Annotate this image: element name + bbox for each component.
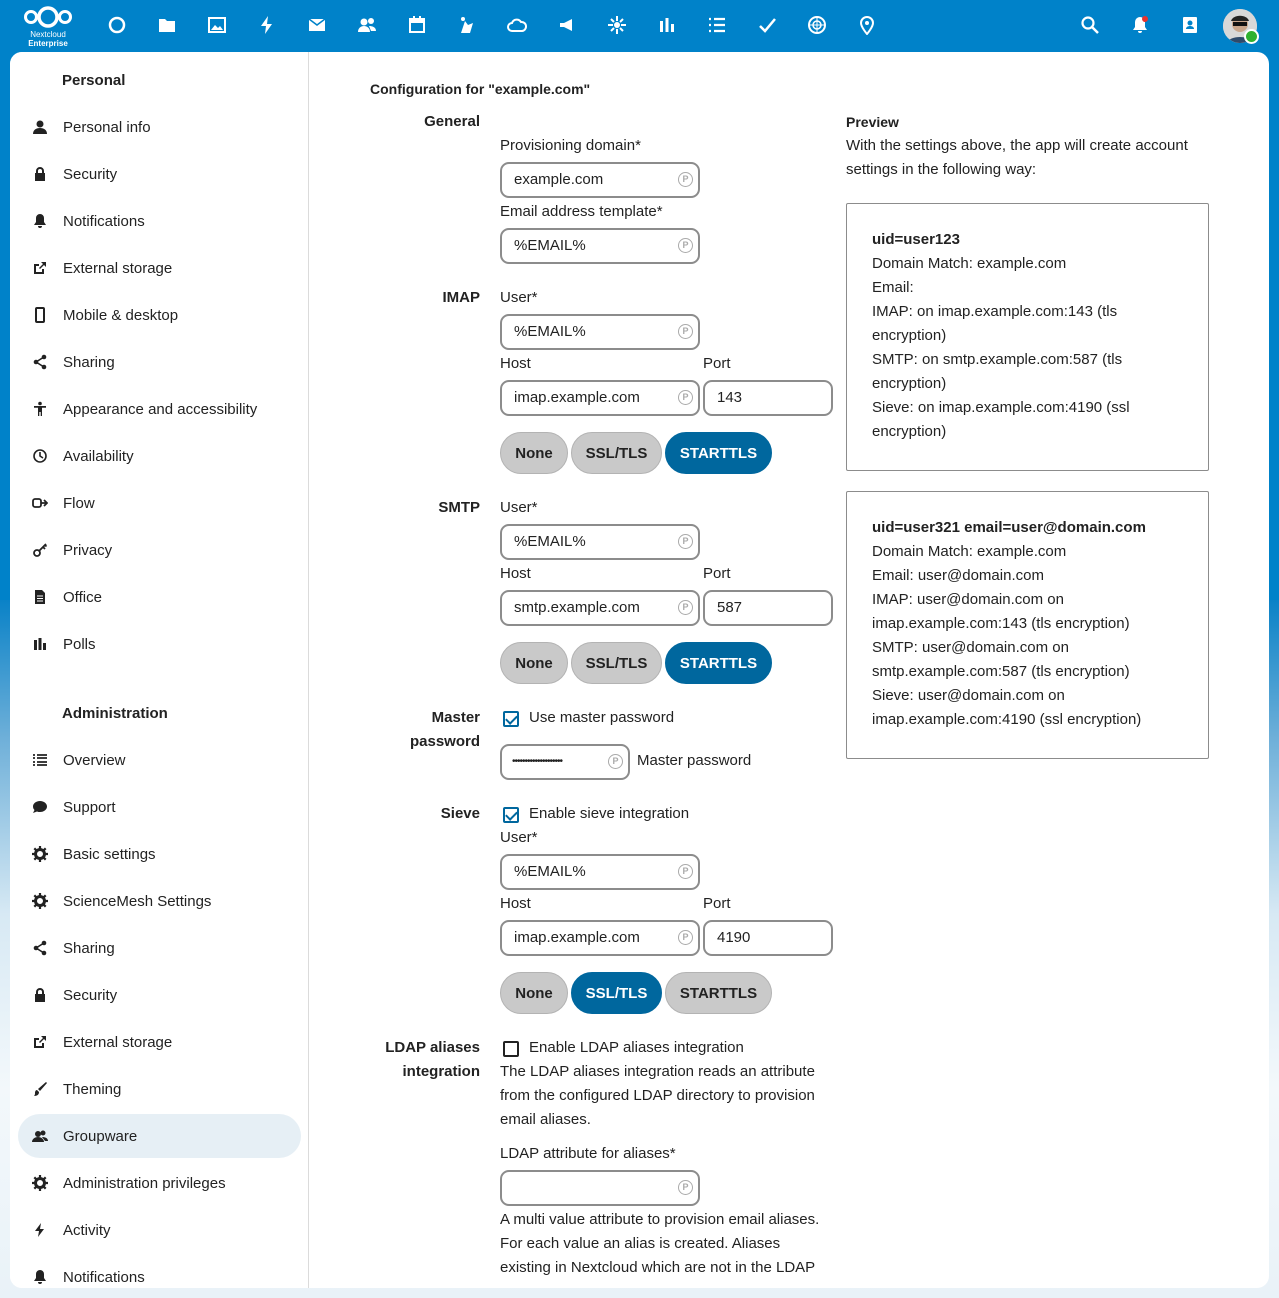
smtp-ssl-tls-button[interactable]: SSL/TLS: [571, 642, 662, 684]
sidebar-item-label: Overview: [63, 751, 126, 769]
announcements-icon[interactable]: [554, 12, 580, 38]
preview-line: IMAP: user@domain.com on: [872, 591, 1064, 608]
sidebar-item-label: Theming: [63, 1080, 122, 1098]
sidebar-item-label: Availability: [63, 447, 134, 465]
sidebar-item-label: Sharing: [63, 353, 115, 371]
imap-host-input[interactable]: [500, 380, 700, 416]
sidebar-item-sciencemesh-settings[interactable]: [18, 879, 301, 923]
general-label: General: [424, 113, 480, 130]
content-window: [10, 52, 1269, 1288]
sidebar-item-label: Personal info: [63, 118, 151, 136]
preview-line: Domain Match: example.com: [872, 255, 1067, 272]
enable-ldap-aliases-checkbox[interactable]: [503, 1041, 519, 1057]
sieve-port-label: Port: [703, 895, 731, 912]
preview-line: encryption): [872, 423, 947, 440]
imap-ssl-tls-button[interactable]: SSL/TLS: [571, 432, 662, 474]
master-password-label: [350, 706, 480, 754]
ldap-attribute-input[interactable]: [500, 1170, 700, 1206]
provisioning-domain-value: example.com: [514, 171, 604, 188]
flow-icon: [18, 481, 62, 525]
smtp-user-input[interactable]: [500, 524, 700, 560]
password-manager-icon: P: [678, 600, 693, 615]
mail-icon[interactable]: [304, 12, 330, 38]
preview-line: Sieve: user@domain.com on: [872, 687, 1065, 704]
smtp-label: SMTP: [438, 499, 480, 516]
sidebar-item-availability[interactable]: [18, 434, 301, 478]
sieve-port-value: 4190: [717, 929, 751, 946]
sidebar-item-office[interactable]: [18, 575, 301, 619]
preview-line: imap.example.com:143 (tls encryption): [872, 615, 1130, 632]
ldap-aliases-label: [350, 1036, 480, 1084]
checks-icon[interactable]: [754, 12, 780, 38]
password-manager-icon: P: [678, 864, 693, 879]
ldap-attribute-label: LDAP attribute for aliases*: [500, 1145, 676, 1162]
sidebar-item-label: Groupware: [63, 1127, 138, 1145]
smtp-user-label: User*: [500, 499, 538, 516]
sieve-user-value: %EMAIL%: [514, 863, 586, 880]
sidebar-item-personal-info[interactable]: [18, 105, 301, 149]
sidebar-item-label: External storage: [63, 259, 173, 277]
notification-badge: [1142, 16, 1148, 22]
imap-port-input[interactable]: [703, 380, 833, 416]
smtp-starttls-button[interactable]: STARTTLS: [665, 642, 772, 684]
preview-line: SMTP: on smtp.example.com:587 (tls: [872, 351, 1123, 368]
gear-icon: [18, 879, 62, 923]
smtp-port-label: Port: [703, 565, 731, 582]
sidebar-item-label: Mobile & desktop: [63, 306, 179, 324]
sidebar-item-privacy[interactable]: [18, 528, 301, 572]
master-password-mask: ••••••••••••••••••••: [512, 756, 563, 767]
personal-heading: Personal: [62, 72, 126, 89]
preview-line: Sieve: on imap.example.com:4190 (ssl: [872, 399, 1130, 416]
password-manager-icon: P: [678, 324, 693, 339]
sieve-host-value: imap.example.com: [514, 929, 640, 946]
imap-port-label: Port: [703, 355, 731, 372]
sidebar-item-label: Notifications: [63, 212, 145, 230]
smtp-host-input[interactable]: [500, 590, 700, 626]
sieve-none-button[interactable]: None: [500, 972, 568, 1014]
user-status-online: [1244, 29, 1259, 44]
ldap-aliases-description: [500, 1060, 840, 1132]
sieve-ssl-tls-button[interactable]: SSL/TLS: [571, 972, 662, 1014]
calendar-icon[interactable]: [404, 12, 430, 38]
sidebar-item-flow[interactable]: [18, 481, 301, 525]
share-icon: [18, 340, 62, 384]
sidebar-item-basic-settings[interactable]: [18, 832, 301, 876]
clock-icon: [18, 434, 62, 478]
sidebar-item-sharing[interactable]: [18, 340, 301, 384]
preview-intro-line2: settings in the following way:: [846, 161, 1037, 178]
sidebar-item-label: ScienceMesh Settings: [63, 892, 212, 910]
ldap-help-line: A multi value attribute to provision email aliases.: [500, 1211, 820, 1228]
password-manager-icon: P: [678, 1180, 693, 1195]
sidebar-item-label: External storage: [63, 1033, 173, 1051]
provisioning-domain-label: Provisioning domain*: [500, 137, 641, 154]
preview-line: Email: user@domain.com: [872, 567, 1044, 584]
ldap-help-line: existing in Nextcloud which are not in the LDAP: [500, 1259, 816, 1276]
sidebar-item-label: Privacy: [63, 541, 113, 559]
sidebar-item-label: Support: [63, 798, 116, 816]
preview-title: Preview: [846, 114, 899, 130]
email-template-value: %EMAIL%: [514, 237, 586, 254]
sieve-starttls-button[interactable]: STARTTLS: [665, 972, 772, 1014]
master-password-label-line2: password: [409, 733, 480, 750]
sciencemesh-icon[interactable]: [804, 12, 830, 38]
preview-line: SMTP: user@domain.com on: [872, 639, 1069, 656]
master-password-field-label: Master password: [637, 752, 752, 769]
ldap-desc-line: from the configured LDAP directory to provision: [500, 1087, 815, 1104]
sidebar-item-label: Security: [63, 165, 118, 183]
sidebar-item-mobile-desktop[interactable]: [18, 293, 301, 337]
master-password-input[interactable]: [500, 744, 630, 780]
sidebar-item-label: Appearance and accessibility: [63, 400, 258, 418]
sidebar-item-label: Flow: [63, 494, 95, 512]
administration-heading: Administration: [62, 705, 168, 722]
external-link-icon: [18, 1020, 62, 1064]
poll-icon: [18, 622, 62, 666]
sieve-user-label: User*: [500, 829, 538, 846]
imap-host-label: Host: [500, 355, 531, 372]
ldap-aliases-label-line2: integration: [402, 1063, 480, 1080]
lock-icon: [18, 973, 62, 1017]
sidebar-item-label: Office: [63, 588, 102, 606]
ldap-aliases-label-line1: LDAP aliases: [385, 1039, 480, 1056]
sidebar-item-label: Sharing: [63, 939, 115, 957]
smtp-port-input[interactable]: [703, 590, 833, 626]
notifications-icon[interactable]: [1127, 12, 1153, 38]
ldap-desc-line: email aliases.: [500, 1111, 591, 1128]
groupware-icon: [18, 1114, 62, 1158]
preview-box-user321: [846, 491, 1209, 759]
ldap-attribute-help: [500, 1208, 850, 1280]
imap-port-value: 143: [717, 389, 743, 406]
sidebar-item-admin-privileges[interactable]: [18, 1161, 301, 1205]
sidebar-item-polls[interactable]: [18, 622, 301, 666]
smtp-host-label: Host: [500, 565, 531, 582]
sidebar-item-label: Polls: [63, 635, 96, 653]
enable-ldap-aliases-label[interactable]: Enable LDAP aliases integration: [529, 1039, 744, 1056]
preview-line: encryption): [872, 327, 947, 344]
settings-sidebar: [10, 52, 309, 1288]
sidebar-item-support[interactable]: [18, 785, 301, 829]
photos-icon[interactable]: [204, 12, 230, 38]
sieve-label: Sieve: [440, 805, 480, 822]
email-template-label: Email address template*: [500, 203, 663, 220]
use-master-password-checkbox[interactable]: [503, 711, 519, 727]
sidebar-item-label: Activity: [63, 1221, 111, 1239]
cloud-icon[interactable]: [504, 12, 530, 38]
sieve-host-input[interactable]: [500, 920, 700, 956]
preview-box-user123: [846, 203, 1209, 471]
sidebar-item-label: Notifications: [63, 1268, 145, 1286]
files-icon[interactable]: [154, 12, 180, 38]
password-manager-icon: P: [678, 534, 693, 549]
lock-icon: [18, 152, 62, 196]
brand-name: Nextcloud: [30, 30, 66, 39]
tasks-icon[interactable]: [704, 12, 730, 38]
imap-user-value: %EMAIL%: [514, 323, 586, 340]
config-title: Configuration for "example.com": [370, 81, 591, 97]
smtp-none-button[interactable]: None: [500, 642, 568, 684]
imap-label: IMAP: [442, 289, 480, 306]
nextcloud-logo-icon: [22, 4, 74, 30]
nextcloud-logo[interactable]: [18, 4, 78, 48]
preview-intro-line1: With the settings above, the app will create account: [846, 137, 1188, 154]
phone-icon: [18, 293, 62, 337]
sidebar-item-activity[interactable]: [18, 1208, 301, 1252]
imap-user-input[interactable]: [500, 314, 700, 350]
sieve-port-input[interactable]: [703, 920, 833, 956]
sidebar-item-external-storage[interactable]: [18, 246, 301, 290]
share-icon: [18, 926, 62, 970]
document-icon: [18, 575, 62, 619]
master-password-label-line1: Master: [431, 709, 480, 726]
sidebar-item-admin-notifications[interactable]: [18, 1255, 301, 1288]
preview-line: encryption): [872, 375, 947, 392]
maps-icon[interactable]: [854, 12, 880, 38]
imap-host-value: imap.example.com: [514, 389, 640, 406]
password-manager-icon: P: [678, 172, 693, 187]
sidebar-item-notifications[interactable]: [18, 199, 301, 243]
dashboard-icon[interactable]: [104, 12, 130, 38]
brand-edition: Enterprise: [28, 39, 68, 48]
sidebar-item-groupware[interactable]: [18, 1114, 301, 1158]
email-template-input[interactable]: [500, 228, 700, 264]
list-icon: [18, 738, 62, 782]
top-bar: [0, 0, 1279, 52]
deck-icon[interactable]: [454, 12, 480, 38]
analytics-icon[interactable]: [654, 12, 680, 38]
bell-icon: [18, 1255, 62, 1288]
sidebar-item-theming[interactable]: [18, 1067, 301, 1111]
preview-line: Email:: [872, 279, 914, 296]
smtp-host-value: smtp.example.com: [514, 599, 640, 616]
password-manager-icon: P: [678, 930, 693, 945]
sieve-host-label: Host: [500, 895, 531, 912]
groupware-settings: [310, 52, 1269, 1288]
chat-icon: [18, 785, 62, 829]
gear-icon: [18, 832, 62, 876]
sidebar-item-label: Basic settings: [63, 845, 156, 863]
provisioning-domain-input[interactable]: [500, 162, 700, 198]
enable-sieve-checkbox[interactable]: [503, 807, 519, 823]
password-manager-icon: P: [608, 754, 623, 769]
preview-box-heading: uid=user123: [872, 231, 960, 248]
sidebar-item-label: Administration privileges: [63, 1174, 226, 1192]
preview-line: Domain Match: example.com: [872, 543, 1067, 560]
smtp-user-value: %EMAIL%: [514, 533, 586, 550]
bell-icon: [18, 199, 62, 243]
password-manager-icon: P: [678, 390, 693, 405]
external-link-icon: [18, 246, 62, 290]
activity-icon: [18, 1208, 62, 1252]
imap-user-label: User*: [500, 289, 538, 306]
use-master-password-label[interactable]: Use master password: [529, 709, 675, 726]
ldap-help-line: For each value an alias is created. Aliases: [500, 1235, 781, 1252]
sidebar-item-security[interactable]: [18, 152, 301, 196]
preview-line: imap.example.com:4190 (ssl encryption): [872, 711, 1142, 728]
key-icon: [18, 528, 62, 572]
sidebar-item-admin-external-storage[interactable]: [18, 1020, 301, 1064]
sidebar-item-label: Security: [63, 986, 118, 1004]
collectives-icon[interactable]: [604, 12, 630, 38]
sidebar-item-admin-sharing[interactable]: [18, 926, 301, 970]
ldap-desc-line: The LDAP aliases integration reads an attribute: [500, 1063, 815, 1080]
imap-none-button[interactable]: None: [500, 432, 568, 474]
sidebar-item-appearance[interactable]: [18, 387, 301, 431]
preview-intro: [846, 134, 1216, 182]
accessibility-icon: [18, 387, 62, 431]
smtp-port-value: 587: [717, 599, 743, 616]
gear-icon: [18, 1161, 62, 1205]
sieve-user-input[interactable]: [500, 854, 700, 890]
sidebar-item-overview[interactable]: [18, 738, 301, 782]
contacts-icon[interactable]: [354, 12, 380, 38]
activity-icon[interactable]: [254, 12, 280, 38]
preview-line: IMAP: on imap.example.com:143 (tls: [872, 303, 1118, 320]
sidebar-item-admin-security[interactable]: [18, 973, 301, 1017]
person-icon: [18, 105, 62, 149]
preview-line: smtp.example.com:587 (tls encryption): [872, 663, 1130, 680]
contacts-menu-icon[interactable]: [1177, 12, 1203, 38]
imap-starttls-button[interactable]: STARTTLS: [665, 432, 772, 474]
search-icon[interactable]: [1077, 12, 1103, 38]
brush-icon: [18, 1067, 62, 1111]
preview-box-heading: uid=user321 email=user@domain.com: [872, 519, 1146, 536]
password-manager-icon: P: [678, 238, 693, 253]
enable-sieve-label[interactable]: Enable sieve integration: [529, 805, 690, 822]
